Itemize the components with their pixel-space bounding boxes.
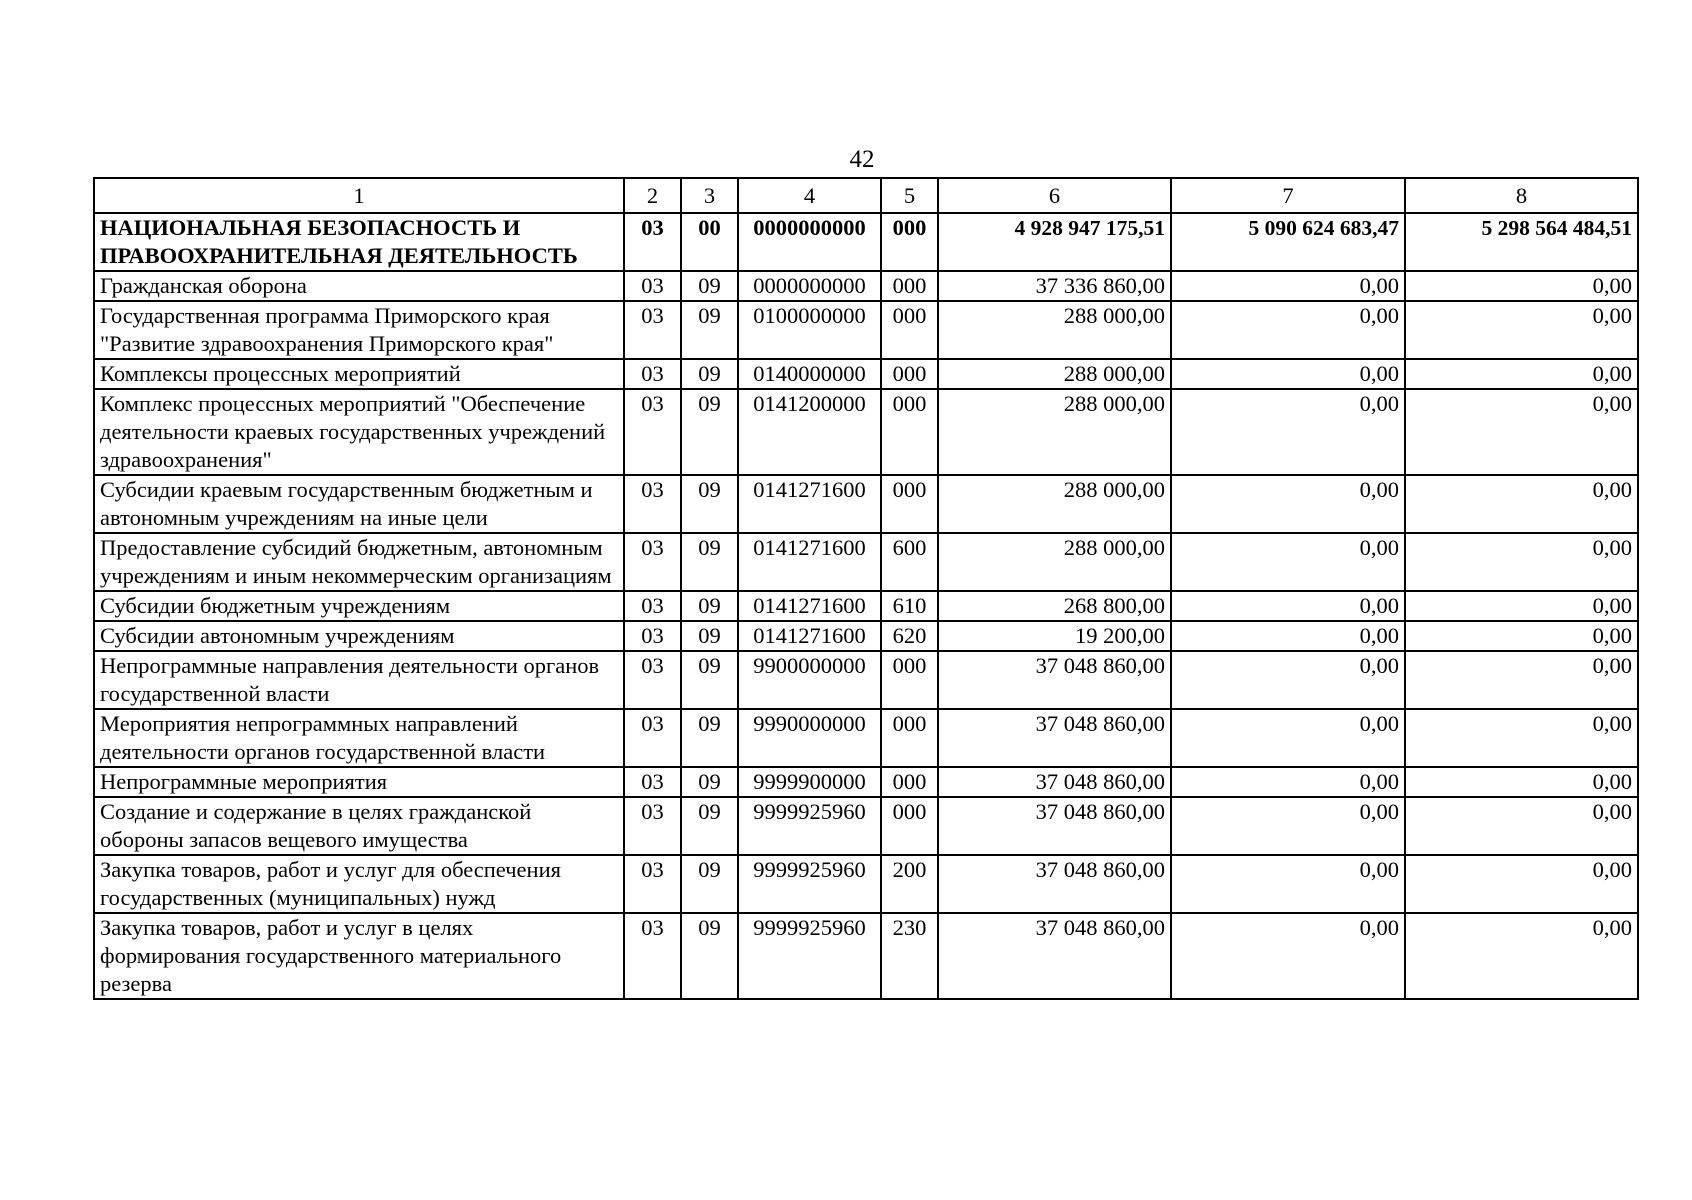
amount-col6-cell: 288 000,00 bbox=[938, 301, 1171, 359]
target-article-code-cell: 0141271600 bbox=[738, 475, 881, 533]
amount-col8-cell: 0,00 bbox=[1405, 301, 1638, 359]
amount-col6-cell: 37 048 860,00 bbox=[938, 767, 1171, 797]
column-header-1: 1 bbox=[94, 178, 624, 213]
amount-col8-cell: 0,00 bbox=[1405, 475, 1638, 533]
row-name-cell: Закупка товаров, работ и услуг для обеспечения государственных (муниципальных) нужд bbox=[94, 855, 624, 913]
amount-col6-cell: 37 048 860,00 bbox=[938, 913, 1171, 999]
row-name-cell: Закупка товаров, работ и услуг в целях формирования государственного материального резерва bbox=[94, 913, 624, 999]
expense-type-code-cell: 000 bbox=[881, 797, 938, 855]
amount-col6-cell: 19 200,00 bbox=[938, 621, 1171, 651]
target-article-code-cell: 0141200000 bbox=[738, 389, 881, 475]
target-article-code-cell: 9999925960 bbox=[738, 855, 881, 913]
target-article-code-cell: 0100000000 bbox=[738, 301, 881, 359]
amount-col8-cell: 5 298 564 484,51 bbox=[1405, 213, 1638, 271]
amount-col7-cell: 0,00 bbox=[1171, 301, 1405, 359]
row-name-cell: Субсидии автономным учреждениям bbox=[94, 621, 624, 651]
table-row bbox=[94, 621, 1638, 651]
row-name-cell: Непрограммные направления деятельности органов государственной власти bbox=[94, 651, 624, 709]
subsection-code-cell: 09 bbox=[681, 475, 738, 533]
amount-col6-cell: 288 000,00 bbox=[938, 475, 1171, 533]
section-code-cell: 03 bbox=[624, 533, 681, 591]
row-name-cell: Комплекс процессных мероприятий "Обеспечение деятельности краевых государственных учреждений здравоохранения" bbox=[94, 389, 624, 475]
section-code-cell: 03 bbox=[624, 271, 681, 301]
amount-col6-cell: 37 048 860,00 bbox=[938, 709, 1171, 767]
target-article-code-cell: 0141271600 bbox=[738, 533, 881, 591]
column-header-8: 8 bbox=[1405, 178, 1638, 213]
table-row bbox=[94, 301, 1638, 359]
subsection-code-cell: 09 bbox=[681, 591, 738, 621]
amount-col7-cell: 0,00 bbox=[1171, 475, 1405, 533]
target-article-code-cell: 0140000000 bbox=[738, 359, 881, 389]
table-row bbox=[94, 475, 1638, 533]
amount-col7-cell: 0,00 bbox=[1171, 855, 1405, 913]
table-row bbox=[94, 651, 1638, 709]
expense-type-code-cell: 000 bbox=[881, 213, 938, 271]
subsection-code-cell: 09 bbox=[681, 621, 738, 651]
target-article-code-cell: 9900000000 bbox=[738, 651, 881, 709]
subsection-code-cell: 09 bbox=[681, 855, 738, 913]
expense-type-code-cell: 620 bbox=[881, 621, 938, 651]
section-code-cell: 03 bbox=[624, 651, 681, 709]
subsection-code-cell: 09 bbox=[681, 271, 738, 301]
subsection-code-cell: 09 bbox=[681, 767, 738, 797]
target-article-code-cell: 0000000000 bbox=[738, 213, 881, 271]
expense-type-code-cell: 000 bbox=[881, 651, 938, 709]
table-row bbox=[94, 271, 1638, 301]
table-row bbox=[94, 709, 1638, 767]
target-article-code-cell: 9999925960 bbox=[738, 797, 881, 855]
section-code-cell: 03 bbox=[624, 359, 681, 389]
expense-type-code-cell: 000 bbox=[881, 359, 938, 389]
amount-col8-cell: 0,00 bbox=[1405, 709, 1638, 767]
amount-col6-cell: 4 928 947 175,51 bbox=[938, 213, 1171, 271]
amount-col6-cell: 268 800,00 bbox=[938, 591, 1171, 621]
amount-col7-cell: 0,00 bbox=[1171, 767, 1405, 797]
amount-col7-cell: 0,00 bbox=[1171, 389, 1405, 475]
subsection-code-cell: 09 bbox=[681, 359, 738, 389]
subsection-code-cell: 09 bbox=[681, 389, 738, 475]
section-code-cell: 03 bbox=[624, 855, 681, 913]
amount-col7-cell: 0,00 bbox=[1171, 913, 1405, 999]
amount-col7-cell: 0,00 bbox=[1171, 533, 1405, 591]
page-number: 42 bbox=[849, 146, 875, 173]
budget-table bbox=[93, 177, 1639, 1000]
row-name-cell: Государственная программа Приморского края "Развитие здравоохранения Приморского края" bbox=[94, 301, 624, 359]
amount-col6-cell: 37 336 860,00 bbox=[938, 271, 1171, 301]
column-header-3: 3 bbox=[681, 178, 738, 213]
target-article-code-cell: 9990000000 bbox=[738, 709, 881, 767]
subsection-code-cell: 09 bbox=[681, 709, 738, 767]
amount-col6-cell: 37 048 860,00 bbox=[938, 797, 1171, 855]
table-row bbox=[94, 767, 1638, 797]
section-code-cell: 03 bbox=[624, 475, 681, 533]
expense-type-code-cell: 600 bbox=[881, 533, 938, 591]
amount-col7-cell: 5 090 624 683,47 bbox=[1171, 213, 1405, 271]
table-row bbox=[94, 213, 1638, 271]
amount-col8-cell: 0,00 bbox=[1405, 651, 1638, 709]
amount-col8-cell: 0,00 bbox=[1405, 271, 1638, 301]
row-name-cell: Мероприятия непрограммных направлений деятельности органов государственной власти bbox=[94, 709, 624, 767]
table-row bbox=[94, 913, 1638, 999]
expense-type-code-cell: 000 bbox=[881, 271, 938, 301]
amount-col7-cell: 0,00 bbox=[1171, 709, 1405, 767]
amount-col8-cell: 0,00 bbox=[1405, 591, 1638, 621]
amount-col8-cell: 0,00 bbox=[1405, 389, 1638, 475]
table-row bbox=[94, 797, 1638, 855]
table-row bbox=[94, 389, 1638, 475]
subsection-code-cell: 09 bbox=[681, 797, 738, 855]
table-row bbox=[94, 591, 1638, 621]
row-name-cell: Комплексы процессных мероприятий bbox=[94, 359, 624, 389]
amount-col8-cell: 0,00 bbox=[1405, 855, 1638, 913]
amount-col7-cell: 0,00 bbox=[1171, 271, 1405, 301]
section-code-cell: 03 bbox=[624, 913, 681, 999]
row-name-cell: Субсидии бюджетным учреждениям bbox=[94, 591, 624, 621]
section-code-cell: 03 bbox=[624, 213, 681, 271]
section-code-cell: 03 bbox=[624, 621, 681, 651]
amount-col8-cell: 0,00 bbox=[1405, 767, 1638, 797]
amount-col6-cell: 37 048 860,00 bbox=[938, 855, 1171, 913]
expense-type-code-cell: 610 bbox=[881, 591, 938, 621]
amount-col8-cell: 0,00 bbox=[1405, 533, 1638, 591]
column-header-5: 5 bbox=[881, 178, 938, 213]
section-code-cell: 03 bbox=[624, 591, 681, 621]
table-row bbox=[94, 855, 1638, 913]
target-article-code-cell: 0000000000 bbox=[738, 271, 881, 301]
target-article-code-cell: 0141271600 bbox=[738, 591, 881, 621]
amount-col6-cell: 288 000,00 bbox=[938, 389, 1171, 475]
row-name-cell: НАЦИОНАЛЬНАЯ БЕЗОПАСНОСТЬ И ПРАВООХРАНИТЕЛЬНАЯ ДЕЯТЕЛЬНОСТЬ bbox=[94, 213, 624, 271]
section-code-cell: 03 bbox=[624, 767, 681, 797]
row-name-cell: Гражданская оборона bbox=[94, 271, 624, 301]
target-article-code-cell: 9999900000 bbox=[738, 767, 881, 797]
subsection-code-cell: 09 bbox=[681, 913, 738, 999]
amount-col8-cell: 0,00 bbox=[1405, 913, 1638, 999]
amount-col7-cell: 0,00 bbox=[1171, 651, 1405, 709]
amount-col8-cell: 0,00 bbox=[1405, 621, 1638, 651]
subsection-code-cell: 09 bbox=[681, 301, 738, 359]
subsection-code-cell: 00 bbox=[681, 213, 738, 271]
subsection-code-cell: 09 bbox=[681, 533, 738, 591]
expense-type-code-cell: 000 bbox=[881, 767, 938, 797]
column-header-4: 4 bbox=[738, 178, 881, 213]
expense-type-code-cell: 000 bbox=[881, 475, 938, 533]
amount-col6-cell: 37 048 860,00 bbox=[938, 651, 1171, 709]
expense-type-code-cell: 200 bbox=[881, 855, 938, 913]
expense-type-code-cell: 000 bbox=[881, 301, 938, 359]
row-name-cell: Предоставление субсидий бюджетным, автономным учреждениям и иным некоммерческим организациям bbox=[94, 533, 624, 591]
column-header-2: 2 bbox=[624, 178, 681, 213]
target-article-code-cell: 0141271600 bbox=[738, 621, 881, 651]
expense-type-code-cell: 000 bbox=[881, 389, 938, 475]
row-name-cell: Создание и содержание в целях гражданской обороны запасов вещевого имущества bbox=[94, 797, 624, 855]
section-code-cell: 03 bbox=[624, 709, 681, 767]
amount-col6-cell: 288 000,00 bbox=[938, 533, 1171, 591]
row-name-cell: Субсидии краевым государственным бюджетным и автономным учреждениям на иные цели bbox=[94, 475, 624, 533]
table-row bbox=[94, 533, 1638, 591]
section-code-cell: 03 bbox=[624, 389, 681, 475]
amount-col7-cell: 0,00 bbox=[1171, 359, 1405, 389]
target-article-code-cell: 9999925960 bbox=[738, 913, 881, 999]
subsection-code-cell: 09 bbox=[681, 651, 738, 709]
amount-col7-cell: 0,00 bbox=[1171, 797, 1405, 855]
amount-col8-cell: 0,00 bbox=[1405, 359, 1638, 389]
amount-col7-cell: 0,00 bbox=[1171, 591, 1405, 621]
header-row bbox=[94, 178, 1638, 213]
amount-col8-cell: 0,00 bbox=[1405, 797, 1638, 855]
amount-col7-cell: 0,00 bbox=[1171, 621, 1405, 651]
table-row bbox=[94, 359, 1638, 389]
row-name-cell: Непрограммные мероприятия bbox=[94, 767, 624, 797]
amount-col6-cell: 288 000,00 bbox=[938, 359, 1171, 389]
column-header-7: 7 bbox=[1171, 178, 1405, 213]
column-header-6: 6 bbox=[938, 178, 1171, 213]
expense-type-code-cell: 000 bbox=[881, 709, 938, 767]
section-code-cell: 03 bbox=[624, 797, 681, 855]
section-code-cell: 03 bbox=[624, 301, 681, 359]
expense-type-code-cell: 230 bbox=[881, 913, 938, 999]
